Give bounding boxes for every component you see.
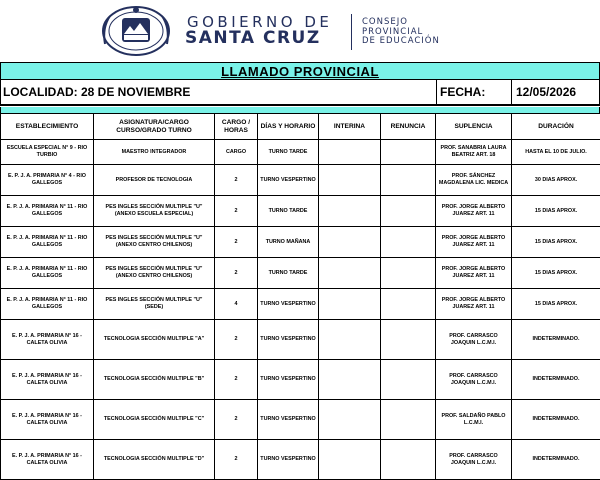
cell-asignatura: PROFESOR DE TECNOLOGIA — [94, 165, 215, 196]
cell-establecimiento: E. P. J. A. PRIMARIA N° 4 - RIO GALLEGOS — [1, 165, 94, 196]
cell-interina — [319, 140, 381, 165]
cell-suplencia: PROF. SALDAÑO PABLO L.C.M.I. — [436, 400, 512, 440]
cell-cargo: 2 — [215, 320, 258, 360]
cell-horario: TURNO VESPERTINO — [258, 360, 319, 400]
table-row — [1, 360, 600, 400]
cell-cargo: 2 — [215, 360, 258, 400]
cell-duracion: 15 DIAS APROX. — [512, 196, 600, 227]
cell-renuncia — [381, 289, 436, 320]
title-bar — [0, 62, 600, 80]
cell-suplencia: PROF. JORGE ALBERTO JUAREZ ART. 11 — [436, 258, 512, 289]
cell-duracion: INDETERMINADO. — [512, 360, 600, 400]
cell-establecimiento: E. P. J. A. PRIMARIA N° 11 - RIO GALLEGOS — [1, 227, 94, 258]
column-header: CARGO / HORAS — [215, 114, 258, 140]
cell-renuncia — [381, 227, 436, 258]
document-header — [0, 0, 600, 62]
table-row — [1, 140, 600, 165]
cell-establecimiento: E. P. J. A. PRIMARIA N° 11 - RIO GALLEGOS — [1, 289, 94, 320]
cell-cargo: 2 — [215, 227, 258, 258]
cell-interina — [319, 360, 381, 400]
column-header: ESTABLECIMIENTO — [1, 114, 94, 140]
cell-establecimiento: E. P. J. A. PRIMARIA N° 11 - RIO GALLEGOS — [1, 196, 94, 227]
cell-renuncia — [381, 440, 436, 480]
table-row — [1, 400, 600, 440]
cell-renuncia — [381, 140, 436, 165]
column-header: ASIGNATURA/CARGO CURSO/GRADO TURNO — [94, 114, 215, 140]
cell-interina — [319, 165, 381, 196]
cell-duracion: 30 DIAS APROX. — [512, 165, 600, 196]
consejo-line: DE EDUCACIÓN — [362, 36, 440, 46]
cell-duracion: INDETERMINADO. — [512, 320, 600, 360]
cell-cargo: 2 — [215, 440, 258, 480]
cell-duracion: 15 DIAS APROX. — [512, 227, 600, 258]
cell-asignatura: PES INGLES SECCIÓN MULTIPLE "U" (SEDE) — [94, 289, 215, 320]
fecha-value: 12/05/2026 — [511, 80, 599, 104]
cell-suplencia: PROF. SÁNCHEZ MAGDALENA LIC. MEDICA — [436, 165, 512, 196]
cell-renuncia — [381, 165, 436, 196]
table-row — [1, 440, 600, 480]
table-header-row — [1, 114, 600, 140]
cell-suplencia: PROF. CARRASCO JOAQUIN L.C.M.I. — [436, 360, 512, 400]
cell-establecimiento: E. P. J. A. PRIMARIA N° 16 - CALETA OLIVIA — [1, 360, 94, 400]
cell-suplencia: PROF. JORGE ALBERTO JUAREZ ART. 11 — [436, 289, 512, 320]
cell-asignatura: PES INGLES SECCIÓN MULTIPLE "U" (ANEXO ESCUELA ESPECIAL) — [94, 196, 215, 227]
cell-suplencia: PROF. CARRASCO JOAQUIN L.C.M.I. — [436, 440, 512, 480]
cell-duracion: INDETERMINADO. — [512, 440, 600, 480]
cell-establecimiento: E. P. J. A. PRIMARIA N° 16 - CALETA OLIVIA — [1, 440, 94, 480]
cell-suplencia: PROF. SANABRIA LAURA BEATRIZ ART. 18 — [436, 140, 512, 165]
cell-horario: TURNO VESPERTINO — [258, 440, 319, 480]
table-row — [1, 289, 600, 320]
column-header: SUPLENCIA — [436, 114, 512, 140]
cell-suplencia: PROF. CARRASCO JOAQUIN L.C.M.I. — [436, 320, 512, 360]
cell-asignatura: TECNOLOGIA SECCIÓN MULTIPLE "C" — [94, 400, 215, 440]
cell-asignatura: PES INGLES SECCIÓN MULTIPLE "U" (ANEXO CENTRO CHILENOS) — [94, 227, 215, 258]
cell-renuncia — [381, 360, 436, 400]
cell-interina — [319, 196, 381, 227]
cell-asignatura: TECNOLOGIA SECCIÓN MULTIPLE "D" — [94, 440, 215, 480]
cell-establecimiento: E. P. J. A. PRIMARIA N° 16 - CALETA OLIVIA — [1, 320, 94, 360]
cell-establecimiento: ESCUELA ESPECIAL N° 9 - RIO TURBIO — [1, 140, 94, 165]
cell-duracion: INDETERMINADO. — [512, 400, 600, 440]
consejo-line: PROVINCIAL — [362, 26, 424, 37]
cell-asignatura: MAESTRO INTEGRADOR — [94, 140, 215, 165]
cell-cargo: 2 — [215, 400, 258, 440]
cell-establecimiento: E. P. J. A. PRIMARIA N° 16 - CALETA OLIVIA — [1, 400, 94, 440]
cell-horario: TURNO VESPERTINO — [258, 165, 319, 196]
cell-cargo: 4 — [215, 289, 258, 320]
cell-renuncia — [381, 258, 436, 289]
cell-asignatura: PES INGLES SECCIÓN MULTIPLE "U" (ANEXO CENTRO CHILENOS) — [94, 258, 215, 289]
consejo-logo-text — [362, 18, 440, 47]
cell-horario: TURNO VESPERTINO — [258, 289, 319, 320]
column-header: INTERINA — [319, 114, 381, 140]
table-row — [1, 227, 600, 258]
cell-duracion: 15 DIAS APROX. — [512, 289, 600, 320]
table-row — [1, 258, 600, 289]
cell-horario: TURNO MAÑANA — [258, 227, 319, 258]
cell-cargo: 2 — [215, 258, 258, 289]
cell-horario: TURNO VESPERTINO — [258, 320, 319, 360]
cell-interina — [319, 400, 381, 440]
gobierno-line-1: GOBIERNO DE — [187, 13, 333, 31]
cell-interina — [319, 289, 381, 320]
table-row — [1, 196, 600, 227]
cell-horario: TURNO TARDE — [258, 140, 319, 165]
vacancy-table — [0, 113, 600, 480]
cell-renuncia — [381, 320, 436, 360]
table-row — [1, 165, 600, 196]
cell-cargo: 2 — [215, 165, 258, 196]
column-header: RENUNCIA — [381, 114, 436, 140]
cell-horario: TURNO TARDE — [258, 196, 319, 227]
column-header: DURACIÓN — [512, 114, 600, 140]
cell-cargo: 2 — [215, 196, 258, 227]
cell-interina — [319, 320, 381, 360]
gobierno-line-2: SANTA CRUZ — [185, 28, 321, 48]
page-title: LLAMADO PROVINCIAL — [221, 63, 379, 79]
cell-cargo: CARGO — [215, 140, 258, 165]
cell-establecimiento: E. P. J. A. PRIMARIA N° 11 - RIO GALLEGOS — [1, 258, 94, 289]
cell-interina — [319, 227, 381, 258]
cell-duracion: HASTA EL 10 DE JULIO. — [512, 140, 600, 165]
cell-duracion: 15 DIAS APROX. — [512, 258, 600, 289]
localidad-label: LOCALIDAD: 28 DE NOVIEMBRE — [3, 85, 191, 99]
cell-renuncia — [381, 400, 436, 440]
cell-suplencia: PROF. JORGE ALBERTO JUAREZ ART. 11 — [436, 196, 512, 227]
table-row — [1, 320, 600, 360]
cell-asignatura: TECNOLOGIA SECCIÓN MULTIPLE "A" — [94, 320, 215, 360]
fecha-label: FECHA: — [436, 80, 511, 104]
cell-horario: TURNO VESPERTINO — [258, 400, 319, 440]
cell-suplencia: PROF. JORGE ALBERTO JUAREZ ART. 11 — [436, 227, 512, 258]
cell-horario: TURNO TARDE — [258, 258, 319, 289]
cell-interina — [319, 258, 381, 289]
localidad-row — [0, 80, 600, 106]
column-header: DÍAS Y HORARIO — [258, 114, 319, 140]
provincial-seal-icon — [100, 4, 172, 56]
consejo-line: CONSEJO — [362, 17, 408, 27]
header-divider — [351, 14, 352, 50]
cell-asignatura: TECNOLOGIA SECCIÓN MULTIPLE "B" — [94, 360, 215, 400]
cell-renuncia — [381, 196, 436, 227]
cell-interina — [319, 440, 381, 480]
